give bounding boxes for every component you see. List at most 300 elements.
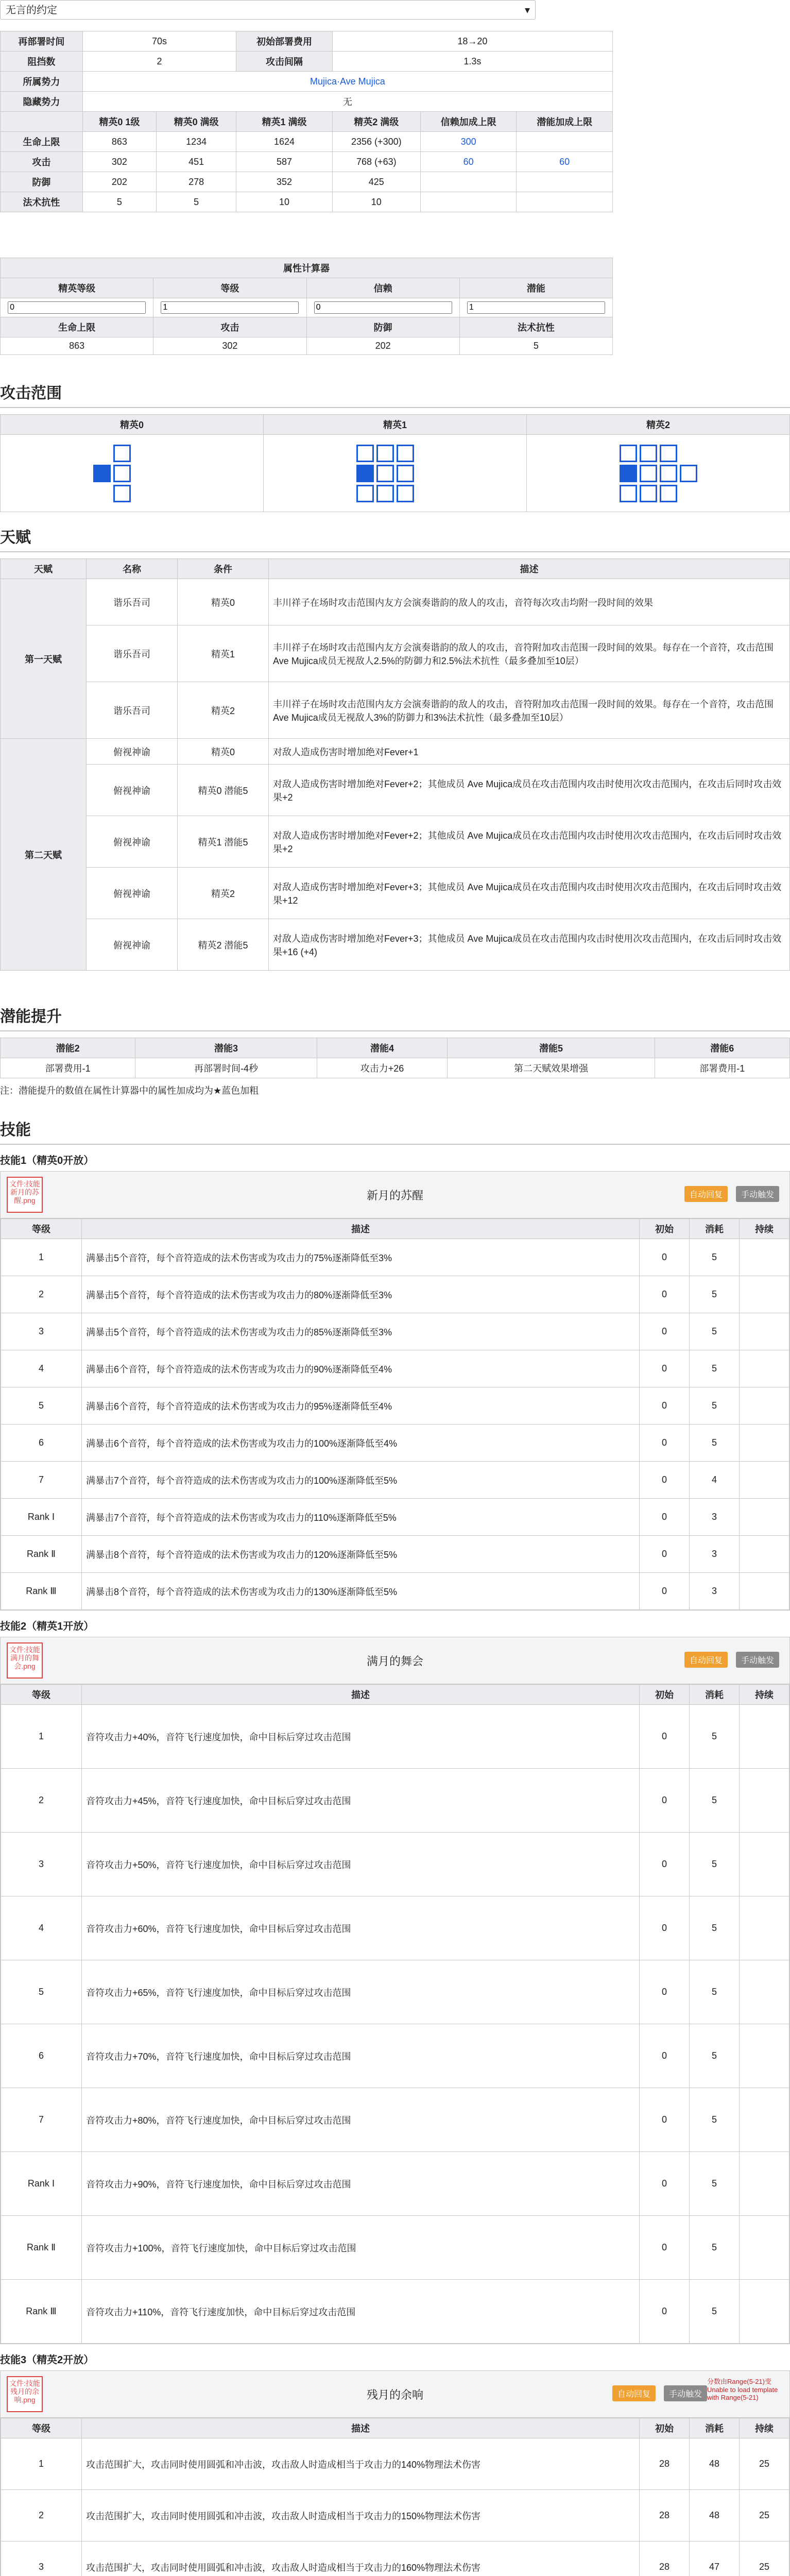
faction-label: 所属势力 bbox=[1, 72, 83, 92]
skill1-recover-badge: 自动回复 bbox=[684, 1186, 728, 1202]
skill1-name: 新月的苏醒 bbox=[366, 1189, 423, 1202]
skill-level: Rank Ⅰ bbox=[1, 2152, 82, 2216]
skill-level: 1 bbox=[1, 1705, 82, 1769]
calc-out-header: 法术抗性 bbox=[459, 317, 612, 337]
stat-cell: 587 bbox=[236, 152, 333, 172]
skill-desc: 满暴击5个音符，每个音符造成的法术伤害或为攻击力的80%逐渐降低至3% bbox=[82, 1276, 640, 1313]
skill-init-sp: 0 bbox=[640, 1387, 690, 1425]
cost-value: 18→20 bbox=[332, 31, 612, 52]
skill-cost-sp: 3 bbox=[690, 1499, 740, 1536]
skill-init-sp: 28 bbox=[640, 2490, 690, 2541]
skill-cost-sp: 5 bbox=[690, 2280, 740, 2344]
skill-cost-sp: 5 bbox=[690, 2088, 740, 2152]
skill-init-sp: 28 bbox=[640, 2541, 690, 2576]
skill-level-row bbox=[1, 2152, 789, 2216]
range-header: 精英0 bbox=[1, 415, 264, 435]
skill-init-sp: 28 bbox=[640, 2438, 690, 2490]
talent-desc: 对敌人造成伤害时增加绝对Fever+3；其他成员 Ave Mujica成员在攻击范围内攻击时使用次攻击范围内，在攻击后同时攻击效果+12 bbox=[269, 868, 790, 919]
range-grid-e0 bbox=[1, 435, 264, 512]
skill-init-sp: 0 bbox=[640, 1425, 690, 1462]
skill1-label: 技能1（精英0开放） bbox=[0, 1155, 94, 1166]
skill-level-row bbox=[1, 1313, 789, 1350]
skill-level: 2 bbox=[1, 1276, 82, 1313]
skill-cost-sp: 5 bbox=[690, 1705, 740, 1769]
range-title: 攻击范围 bbox=[0, 371, 790, 408]
skill2-box bbox=[0, 1637, 790, 2344]
stat-cell: 202 bbox=[82, 172, 156, 192]
potential-section bbox=[0, 994, 790, 1102]
calc-header: 信赖 bbox=[306, 278, 459, 298]
talent-cond: 精英0 bbox=[178, 739, 269, 765]
skill-level-row bbox=[1, 1896, 789, 1960]
stats-table bbox=[0, 31, 613, 212]
skill-desc: 满暴击6个音符，每个音符造成的法术伤害或为攻击力的95%逐渐降低至4% bbox=[82, 1387, 640, 1425]
skill-header: 等级 bbox=[1, 1685, 82, 1705]
calc-header: 等级 bbox=[153, 278, 306, 298]
skill-level: 3 bbox=[1, 2541, 82, 2576]
skill3-name: 残月的余响 bbox=[366, 2388, 423, 2401]
skill-level: 2 bbox=[1, 1769, 82, 1833]
skill-init-sp: 0 bbox=[640, 1769, 690, 1833]
block-label: 阻挡数 bbox=[1, 52, 83, 72]
skill-level-row bbox=[1, 1387, 789, 1425]
potential-title: 潜能提升 bbox=[0, 994, 790, 1031]
talent-second-label: 第二天赋 bbox=[1, 739, 87, 971]
potential-value: 第二天赋效果增强 bbox=[448, 1058, 655, 1078]
stat-cell bbox=[517, 132, 613, 152]
stat-row-label: 攻击 bbox=[1, 152, 83, 172]
skill-cost-sp: 5 bbox=[690, 2024, 740, 2088]
skill-duration bbox=[740, 2024, 789, 2088]
skill-init-sp: 0 bbox=[640, 2152, 690, 2216]
stat-row bbox=[1, 152, 613, 172]
skill-cost-sp: 5 bbox=[690, 1833, 740, 1896]
skill-duration bbox=[740, 1536, 789, 1573]
skill3-head bbox=[1, 2371, 789, 2418]
block-value: 2 bbox=[82, 52, 236, 72]
skill-level-row bbox=[1, 2024, 789, 2088]
skill-duration bbox=[740, 2088, 789, 2152]
potential-value: 部署费用-1 bbox=[655, 1058, 789, 1078]
calc-out-header: 攻击 bbox=[153, 317, 306, 337]
stat-cell: 300 bbox=[420, 132, 517, 152]
skill-level-row bbox=[1, 2490, 789, 2541]
talent-desc: 对敌人造成伤害时增加绝对Fever+3；其他成员 Ave Mujica成员在攻击范围内攻击时使用次攻击范围内，在攻击后同时攻击效果+16 (+4) bbox=[269, 919, 790, 971]
skill2-trigger-badge: 手动触发 bbox=[736, 1652, 779, 1668]
skill-header: 消耗 bbox=[690, 2418, 740, 2438]
skill-header: 初始 bbox=[640, 1685, 690, 1705]
talent-name: 俯视神谕 bbox=[87, 765, 178, 816]
skill3-error-note: 分数由Range(5-21)变 Unable to load template with Range(5-21) bbox=[707, 2378, 778, 2401]
skill-level-row bbox=[1, 1536, 789, 1573]
talent-desc: 丰川祥子在场时攻击范围内友方会演奏谐韵的敌人的攻击，音符附加攻击范围一段时间的效果。每存在一个音符，攻击范围 Ave Mujica成员无视敌人2.5%的防御力和2.5%法术抗性（最多叠加至10层） bbox=[269, 625, 790, 682]
calc-out-value: 202 bbox=[306, 337, 459, 355]
skill-init-sp: 0 bbox=[640, 2088, 690, 2152]
skill-cost-sp: 5 bbox=[690, 1313, 740, 1350]
calc-header: 精英等级 bbox=[1, 278, 153, 298]
skill-header: 持续 bbox=[740, 2418, 789, 2438]
calc-out-header: 防御 bbox=[306, 317, 459, 337]
skill-duration: 25 bbox=[740, 2438, 789, 2490]
skill-init-sp: 0 bbox=[640, 1350, 690, 1387]
talent-name: 谐乐吾司 bbox=[87, 579, 178, 625]
skill-header: 持续 bbox=[740, 1219, 789, 1239]
talent-table bbox=[0, 558, 790, 971]
stat-cell: 425 bbox=[332, 172, 420, 192]
stat-cell: 278 bbox=[157, 172, 236, 192]
skill-level: 3 bbox=[1, 1833, 82, 1896]
interval-label: 攻击间隔 bbox=[236, 52, 333, 72]
stat-header: 潜能加成上限 bbox=[517, 112, 613, 132]
skill2-label: 技能2（精英1开放） bbox=[0, 1621, 94, 1632]
skill-header: 持续 bbox=[740, 1685, 789, 1705]
skill-desc: 音符攻击力+100%，音符飞行速度加快，命中目标后穿过攻击范围 bbox=[82, 2216, 640, 2280]
skill-header: 描述 bbox=[82, 1685, 640, 1705]
skill-desc: 音符攻击力+110%，音符飞行速度加快，命中目标后穿过攻击范围 bbox=[82, 2280, 640, 2344]
potential-header: 潜能6 bbox=[655, 1038, 789, 1058]
range-table bbox=[0, 414, 790, 512]
skill-level-row bbox=[1, 1350, 789, 1387]
stat-cell: 60 bbox=[517, 152, 613, 172]
skill-level-row bbox=[1, 1239, 789, 1276]
skill-desc: 音符攻击力+80%，音符飞行速度加快，命中目标后穿过攻击范围 bbox=[82, 2088, 640, 2152]
skill-init-sp: 0 bbox=[640, 1499, 690, 1536]
talent-cond: 精英2 潜能5 bbox=[178, 919, 269, 971]
range-grid-e2 bbox=[527, 435, 790, 512]
talent-name: 俯视神谕 bbox=[87, 919, 178, 971]
skill3-recover-badge: 自动回复 bbox=[612, 2385, 656, 2401]
talent-cond: 精英2 bbox=[178, 682, 269, 739]
skill-init-sp: 0 bbox=[640, 2216, 690, 2280]
skill2-name: 满月的舞会 bbox=[366, 1655, 423, 1668]
skill2-table bbox=[1, 1684, 789, 2344]
skill-header: 消耗 bbox=[690, 1685, 740, 1705]
redeploy-label: 再部署时间 bbox=[1, 31, 83, 52]
skill-duration bbox=[740, 1425, 789, 1462]
skill-desc: 音符攻击力+70%，音符飞行速度加快，命中目标后穿过攻击范围 bbox=[82, 2024, 640, 2088]
skill-desc: 满暴击5个音符，每个音符造成的法术伤害或为攻击力的75%逐渐降低至3% bbox=[82, 1239, 640, 1276]
skill-init-sp: 0 bbox=[640, 1573, 690, 1610]
talent-first-label: 第一天赋 bbox=[1, 579, 87, 739]
talent-name: 俯视神谕 bbox=[87, 816, 178, 868]
skill3-label: 技能3（精英2开放） bbox=[0, 2354, 94, 2366]
skill-level: 7 bbox=[1, 2088, 82, 2152]
skill-desc: 音符攻击力+65%，音符飞行速度加快，命中目标后穿过攻击范围 bbox=[82, 1960, 640, 2024]
skill-level-row bbox=[1, 1769, 789, 1833]
talent-cond: 精英0 bbox=[178, 579, 269, 625]
skill-duration bbox=[740, 1239, 789, 1276]
skill-duration bbox=[740, 2152, 789, 2216]
stage-select-value: 无言的约定 bbox=[6, 5, 57, 16]
potential-header: 潜能2 bbox=[1, 1038, 135, 1058]
talent-desc: 对敌人造成伤害时增加绝对Fever+2；其他成员 Ave Mujica成员在攻击范围内攻击时使用次攻击范围内，在攻击后同时攻击效果+2 bbox=[269, 816, 790, 868]
interval-value: 1.3s bbox=[332, 52, 612, 72]
talent-header: 天赋 bbox=[1, 559, 87, 579]
skill-header: 初始 bbox=[640, 1219, 690, 1239]
skill-duration bbox=[740, 1499, 789, 1536]
stat-header: 精英1 满级 bbox=[236, 112, 333, 132]
stat-cell: 1234 bbox=[157, 132, 236, 152]
talent-cond: 精英1 bbox=[178, 625, 269, 682]
elite-level-input[interactable] bbox=[8, 301, 146, 314]
stat-cell: 451 bbox=[157, 152, 236, 172]
skill-init-sp: 0 bbox=[640, 2280, 690, 2344]
range-grid-e1 bbox=[264, 435, 527, 512]
skill-desc: 攻击范围扩大，攻击同时使用圆弧和冲击波，攻击敌人时造成相当于攻击力的140%物理法术伤害 bbox=[82, 2438, 640, 2490]
talent-cond: 精英1 潜能5 bbox=[178, 816, 269, 868]
skill-level-row bbox=[1, 2216, 789, 2280]
stat-cell: 2356 (+300) bbox=[332, 132, 420, 152]
range-section bbox=[0, 371, 790, 512]
skill-level-row bbox=[1, 1276, 789, 1313]
skill-cost-sp: 48 bbox=[690, 2490, 740, 2541]
stat-row-label: 法术抗性 bbox=[1, 192, 83, 212]
skill2-recover-badge: 自动回复 bbox=[684, 1652, 728, 1668]
stat-header: 精英2 满级 bbox=[332, 112, 420, 132]
calculator-title: 属性计算器 bbox=[1, 258, 613, 278]
skill-title: 技能 bbox=[0, 1108, 790, 1145]
stat-cell bbox=[517, 192, 613, 212]
skill-init-sp: 0 bbox=[640, 2024, 690, 2088]
stat-row bbox=[1, 172, 613, 192]
calc-out-header: 生命上限 bbox=[1, 317, 153, 337]
talent-name: 谐乐吾司 bbox=[87, 625, 178, 682]
calc-out-value: 302 bbox=[153, 337, 306, 355]
skill-cost-sp: 5 bbox=[690, 2152, 740, 2216]
skill-cost-sp: 5 bbox=[690, 2216, 740, 2280]
redeploy-value: 70s bbox=[82, 31, 236, 52]
skill-header: 描述 bbox=[82, 1219, 640, 1239]
potential-value: 攻击力+26 bbox=[317, 1058, 448, 1078]
skill-desc: 满暴击8个音符，每个音符造成的法术伤害或为攻击力的120%逐渐降低至5% bbox=[82, 1536, 640, 1573]
skill-duration bbox=[740, 1833, 789, 1896]
talent-title: 天赋 bbox=[0, 515, 790, 552]
skill-duration bbox=[740, 1705, 789, 1769]
calc-out-value: 5 bbox=[459, 337, 612, 355]
skill-level: Rank Ⅱ bbox=[1, 1536, 82, 1573]
stat-cell: 10 bbox=[332, 192, 420, 212]
skill-duration: 25 bbox=[740, 2490, 789, 2541]
skill3-image[interactable]: 文件:技能 残月的余响.png bbox=[7, 2376, 43, 2412]
talent-header: 名称 bbox=[87, 559, 178, 579]
skill-desc: 音符攻击力+90%，音符飞行速度加快，命中目标后穿过攻击范围 bbox=[82, 2152, 640, 2216]
skill2-head bbox=[1, 1637, 789, 1684]
skill-level: 6 bbox=[1, 1425, 82, 1462]
skill-level: Rank Ⅱ bbox=[1, 2216, 82, 2280]
skill-section bbox=[0, 1108, 790, 2576]
stat-header: 精英0 满级 bbox=[157, 112, 236, 132]
stat-cell: 352 bbox=[236, 172, 333, 192]
skill1-table bbox=[1, 1218, 789, 1610]
skill-init-sp: 0 bbox=[640, 1276, 690, 1313]
stat-cell bbox=[420, 172, 517, 192]
skill-init-sp: 0 bbox=[640, 1896, 690, 1960]
skill-level: 1 bbox=[1, 2438, 82, 2490]
skill-level-row bbox=[1, 1462, 789, 1499]
skill-level-row bbox=[1, 2541, 789, 2576]
skill-init-sp: 0 bbox=[640, 1313, 690, 1350]
skill-level: Rank Ⅰ bbox=[1, 1499, 82, 1536]
skill-cost-sp: 5 bbox=[690, 1960, 740, 2024]
skill-level: 5 bbox=[1, 1387, 82, 1425]
talent-header: 条件 bbox=[178, 559, 269, 579]
skill-desc: 满暴击7个音符，每个音符造成的法术伤害或为攻击力的110%逐渐降低至5% bbox=[82, 1499, 640, 1536]
skill-header: 等级 bbox=[1, 1219, 82, 1239]
skill-cost-sp: 5 bbox=[690, 1239, 740, 1276]
stat-cell: 5 bbox=[82, 192, 156, 212]
faction-link[interactable]: Mujica·Ave Mujica bbox=[82, 72, 612, 92]
level-input-cell bbox=[153, 298, 306, 317]
potential-input-cell bbox=[459, 298, 612, 317]
skill-level: 5 bbox=[1, 1960, 82, 2024]
calc-header: 潜能 bbox=[459, 278, 612, 298]
stat-cell: 863 bbox=[82, 132, 156, 152]
skill-init-sp: 0 bbox=[640, 1833, 690, 1896]
skill-cost-sp: 5 bbox=[690, 1350, 740, 1387]
stat-row bbox=[1, 192, 613, 212]
skill-level-row bbox=[1, 2088, 789, 2152]
potential-value: 部署费用-1 bbox=[1, 1058, 135, 1078]
skill1-image[interactable]: 文件:技能 新月的苏醒.png bbox=[7, 1177, 43, 1213]
stat-row bbox=[1, 132, 613, 152]
potential-header: 潜能3 bbox=[135, 1038, 317, 1058]
skill-header: 消耗 bbox=[690, 1219, 740, 1239]
potential-header: 潜能4 bbox=[317, 1038, 448, 1058]
talent-desc: 丰川祥子在场时攻击范围内友方会演奏谐韵的敌人的攻击，音符附加攻击范围一段时间的效果。每存在一个音符，攻击范围 Ave Mujica成员无视敌人3%的防御力和3%法术抗性（最多叠加至10层） bbox=[269, 682, 790, 739]
stat-header: 信赖加成上限 bbox=[420, 112, 517, 132]
skill1-head bbox=[1, 1172, 789, 1218]
trust-input-cell bbox=[306, 298, 459, 317]
talent-header: 描述 bbox=[269, 559, 790, 579]
skill-duration bbox=[740, 1573, 789, 1610]
skill-desc: 满暴击5个音符，每个音符造成的法术伤害或为攻击力的85%逐渐降低至3% bbox=[82, 1313, 640, 1350]
skill-duration bbox=[740, 1276, 789, 1313]
skill-desc: 攻击范围扩大，攻击同时使用圆弧和冲击波，攻击敌人时造成相当于攻击力的160%物理法术伤害 bbox=[82, 2541, 640, 2576]
stat-header: 精英0 1级 bbox=[82, 112, 156, 132]
skill-init-sp: 0 bbox=[640, 1536, 690, 1573]
talent-name: 俯视神谕 bbox=[87, 739, 178, 765]
skill-init-sp: 0 bbox=[640, 1462, 690, 1499]
range-header: 精英2 bbox=[527, 415, 790, 435]
skill-header: 等级 bbox=[1, 2418, 82, 2438]
skill-level: Rank Ⅲ bbox=[1, 1573, 82, 1610]
talent-name: 俯视神谕 bbox=[87, 868, 178, 919]
skill-desc: 满暴击7个音符，每个音符造成的法术伤害或为攻击力的100%逐渐降低至5% bbox=[82, 1462, 640, 1499]
stat-cell: 10 bbox=[236, 192, 333, 212]
talent-desc: 对敌人造成伤害时增加绝对Fever+2；其他成员 Ave Mujica成员在攻击范围内攻击时使用次攻击范围内，在攻击后同时攻击效果+2 bbox=[269, 765, 790, 816]
skill-cost-sp: 3 bbox=[690, 1536, 740, 1573]
skill-duration bbox=[740, 1462, 789, 1499]
skill-desc: 攻击范围扩大，攻击同时使用圆弧和冲击波，攻击敌人时造成相当于攻击力的150%物理法术伤害 bbox=[82, 2490, 640, 2541]
skill3-trigger-badge: 手动触发 bbox=[664, 2385, 707, 2401]
potential-value: 再部署时间-4秒 bbox=[135, 1058, 317, 1078]
skill3-table bbox=[1, 2418, 789, 2576]
stat-cell bbox=[420, 192, 517, 212]
skill-cost-sp: 5 bbox=[690, 1387, 740, 1425]
skill-level-row bbox=[1, 1960, 789, 2024]
stat-row-label: 生命上限 bbox=[1, 132, 83, 152]
skill-level-row bbox=[1, 1705, 789, 1769]
skill-duration bbox=[740, 1769, 789, 1833]
skill-level: 7 bbox=[1, 1462, 82, 1499]
stat-row-label: 防御 bbox=[1, 172, 83, 192]
stat-cell: 302 bbox=[82, 152, 156, 172]
skill-cost-sp: 47 bbox=[690, 2541, 740, 2576]
skill-init-sp: 0 bbox=[640, 1960, 690, 2024]
trust-input[interactable] bbox=[314, 301, 452, 314]
level-input[interactable] bbox=[161, 301, 299, 314]
hidden-value: 无 bbox=[82, 92, 612, 112]
skill-duration bbox=[740, 2280, 789, 2344]
skill-level-row bbox=[1, 1833, 789, 1896]
potential-input[interactable] bbox=[467, 301, 605, 314]
skill-level-row bbox=[1, 1425, 789, 1462]
skill-duration bbox=[740, 1313, 789, 1350]
skill3-box bbox=[0, 2370, 790, 2576]
talent-cond: 精英2 bbox=[178, 868, 269, 919]
skill-desc: 满暴击8个音符，每个音符造成的法术伤害或为攻击力的130%逐渐降低至5% bbox=[82, 1573, 640, 1610]
talent-section bbox=[0, 515, 790, 971]
elite-level-input-cell bbox=[1, 298, 153, 317]
skill-cost-sp: 5 bbox=[690, 1896, 740, 1960]
skill-duration bbox=[740, 1387, 789, 1425]
skill-cost-sp: 5 bbox=[690, 1425, 740, 1462]
skill-init-sp: 0 bbox=[640, 1705, 690, 1769]
skill-cost-sp: 48 bbox=[690, 2438, 740, 2490]
skill-level: 6 bbox=[1, 2024, 82, 2088]
stat-calculator bbox=[0, 258, 613, 355]
cost-label: 初始部署费用 bbox=[236, 31, 333, 52]
talent-name: 谐乐吾司 bbox=[87, 682, 178, 739]
stage-select[interactable] bbox=[0, 0, 536, 20]
potential-header: 潜能5 bbox=[448, 1038, 655, 1058]
chevron-down-icon: ▾ bbox=[524, 5, 530, 16]
skill-level: 4 bbox=[1, 1350, 82, 1387]
skill-desc: 音符攻击力+60%，音符飞行速度加快，命中目标后穿过攻击范围 bbox=[82, 1896, 640, 1960]
stat-cell: 5 bbox=[157, 192, 236, 212]
skill-header: 描述 bbox=[82, 2418, 640, 2438]
talent-desc: 对敌人造成伤害时增加绝对Fever+1 bbox=[269, 739, 790, 765]
skill-cost-sp: 5 bbox=[690, 1276, 740, 1313]
skill-init-sp: 0 bbox=[640, 1239, 690, 1276]
stat-cell bbox=[517, 172, 613, 192]
skill-level: Rank Ⅲ bbox=[1, 2280, 82, 2344]
skill-desc: 音符攻击力+40%，音符飞行速度加快，命中目标后穿过攻击范围 bbox=[82, 1705, 640, 1769]
hidden-label: 隐藏势力 bbox=[1, 92, 83, 112]
stat-header bbox=[1, 112, 83, 132]
skill2-image[interactable]: 文件:技能 满月的舞会.png bbox=[7, 1642, 43, 1679]
stat-cell: 1624 bbox=[236, 132, 333, 152]
calc-out-value: 863 bbox=[1, 337, 153, 355]
skill-duration bbox=[740, 1896, 789, 1960]
skill-level: 3 bbox=[1, 1313, 82, 1350]
stat-cell: 768 (+63) bbox=[332, 152, 420, 172]
skill-level-row bbox=[1, 2280, 789, 2344]
potential-table bbox=[0, 1038, 790, 1078]
range-header: 精英1 bbox=[264, 415, 527, 435]
skill-cost-sp: 5 bbox=[690, 1769, 740, 1833]
skill-desc: 音符攻击力+45%，音符飞行速度加快，命中目标后穿过攻击范围 bbox=[82, 1769, 640, 1833]
skill-duration bbox=[740, 2216, 789, 2280]
potential-note: 注：潜能提升的数值在属性计算器中的属性加成均为★蓝色加粗 bbox=[0, 1086, 259, 1096]
skill-level-row bbox=[1, 2438, 789, 2490]
skill-header: 初始 bbox=[640, 2418, 690, 2438]
skill-cost-sp: 3 bbox=[690, 1573, 740, 1610]
skill-level-row bbox=[1, 1499, 789, 1536]
stat-cell: 60 bbox=[420, 152, 517, 172]
talent-desc: 丰川祥子在场时攻击范围内友方会演奏谐韵的敌人的攻击，音符每次攻击均附一段时间的效果 bbox=[269, 579, 790, 625]
skill-duration: 25 bbox=[740, 2541, 789, 2576]
